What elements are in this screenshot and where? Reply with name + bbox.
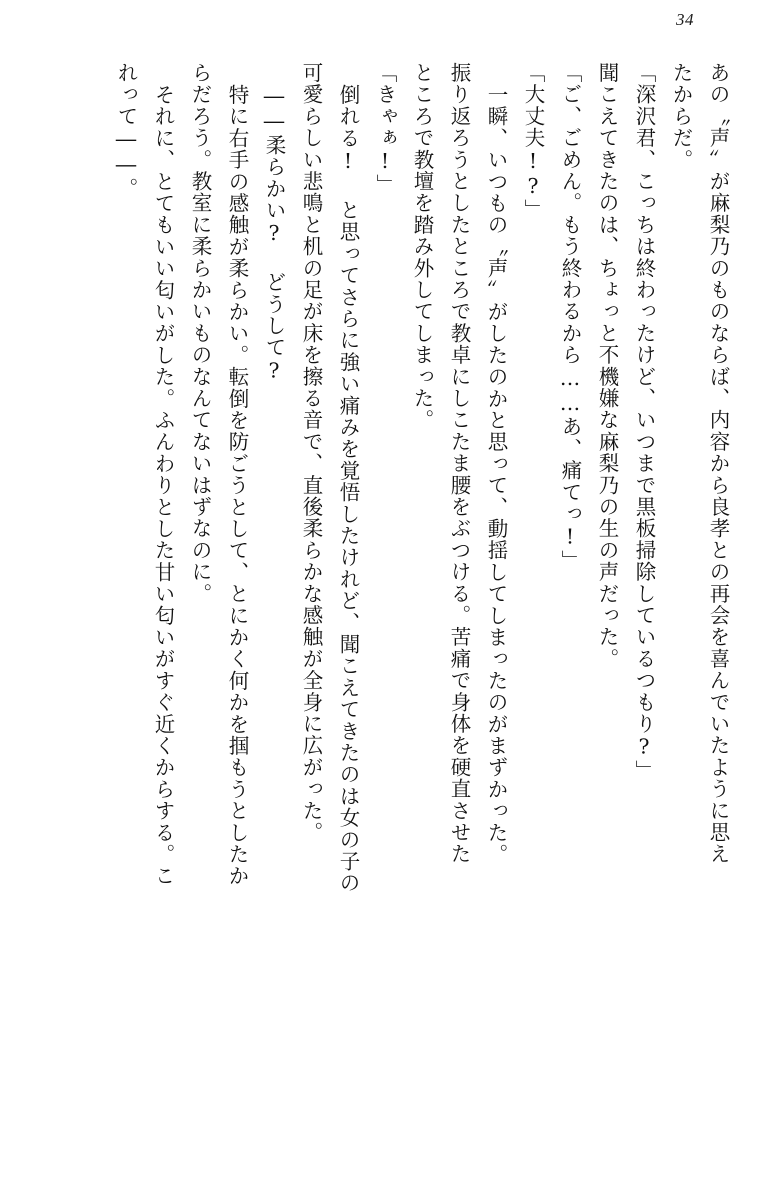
vertical-text-body [44, 62, 728, 1152]
text-column: 一瞬、いつもの〝声〟がしたのかと思って、動揺してしまったのがまずかった。 [484, 84, 508, 866]
text-column: 「ご、ごめん。もう終わるから……あ、痛てっ!」 [558, 62, 582, 572]
text-column: 聞こえてきたのは、ちょっと不機嫌な麻梨乃の生の声だった。 [595, 62, 619, 670]
text-column: たからだ。 [669, 62, 693, 171]
text-column: 「きゃぁ!」 [373, 62, 397, 196]
text-column: ――柔らかい? どうして? [262, 84, 286, 384]
text-column: らだろう。教室に柔らかいものなんてないはずなのに。 [188, 62, 212, 605]
text-column: あの〝声〟が麻梨乃のものならば、内容から良孝との再会を喜んでいたように思え [706, 62, 730, 865]
text-column: 可愛らしい悲鳴と机の足が床を擦る音で、直後柔らかな感触が全身に広がった。 [299, 62, 323, 844]
text-column: れって――。 [114, 62, 138, 200]
text-column: 「大丈夫!?」 [521, 62, 545, 221]
text-column: 特に右手の感触が柔らかい。転倒を防ごうとして、とにかく何かを掴もうとしたか [225, 84, 249, 887]
text-column: 倒れる! と思ってさらに強い痛みを覚悟したけれど、聞こえてきたのは女の子の [336, 84, 360, 894]
text-column: ところで教壇を踏み外してしまった。 [410, 62, 434, 431]
text-column: 「深沢君、こっちは終わったけど、いつまで黒板掃除しているつもり?」 [632, 62, 656, 782]
page-number: 34 [676, 10, 694, 29]
text-column: それに、とてもいい匂いがした。ふんわりとした甘い匂いがすぐ近くからする。こ [151, 84, 175, 887]
text-column: 振り返ろうとしたところで教卓にしこたま腰をぶつける。苦痛で身体を硬直させた [447, 62, 471, 865]
